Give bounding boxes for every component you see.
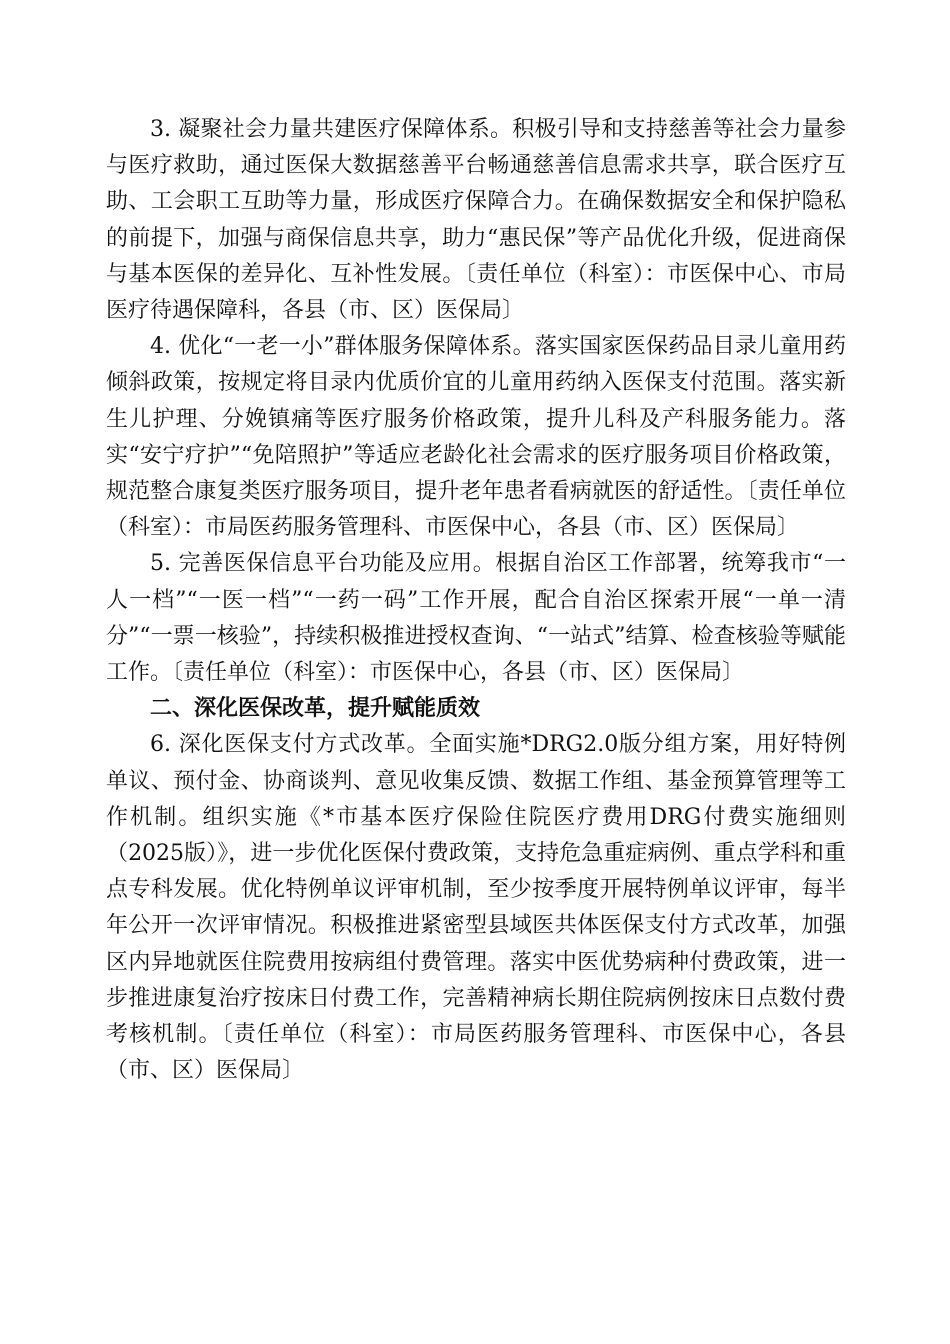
document-page (106, 112, 846, 1089)
paragraph-item-5: 5. 完善医保信息平台功能及应用。根据自治区工作部署，统筹我市“一人一档”“一医一档”“一药一码”工作开展，配合自治区探索开展“一单一清分”“一票一核验”，持续积极推进授权查询、“一站式”结算、检查核验等赋能工作。〔责任单位（科室）：市医保中心，各县（市、区）医保局〕 (106, 551, 846, 686)
paragraph-item-4: 4. 优化“一老一小”群体服务保障体系。落实国家医保药品目录儿童用药倾斜政策，按规定将目录内优质价宜的儿童用药纳入医保支付范围。落实新生儿护理、分娩镇痛等医疗服务价格政策，提升儿科及产科服务能力。落实“安宁疗护”“免陪照护”等适应老龄化社会需求的医疗服务项目价格政策，规范整合康复类医疗服务项目，提升老年患者看病就医的舒适性。〔责任单位（科室）：市局医药服务管理科、市医保中心，各县（市、区）医保局〕 (106, 334, 846, 541)
paragraph-item-6: 6. 深化医保支付方式改革。全面实施*DRG2.0版分组方案，用好特例单议、预付金、协商谈判、意见收集反馈、数据工作组、基金预算管理等工作机制。组织实施《*市基本医疗保险住院医疗费用DRG付费实施细则（2025版）》，进一步优化医保付费政策，支持危急重症病例、重点学科和重点专科发展。优化特例单议评审机制，至少按季度开展特例单议评审，每半年公开一次评审情况。积极推进紧密型县域医共体医保支付方式改革，加强区内异地就医住院费用按病组付费管理。落实中医优势病种付费政策，进一步推进康复治疗按床日付费工作，完善精神病长期住院病例按床日点数付费考核机制。〔责任单位（科室）：市局医药服务管理科、市医保中心，各县（市、区）医保局〕 (106, 732, 846, 1084)
section-heading-2: 二、深化医保改革，提升赋能质效 (150, 696, 481, 722)
paragraph-item-3: 3. 凝聚社会力量共建医疗保障体系。积极引导和支持慈善等社会力量参与医疗救助，通过医保大数据慈善平台畅通慈善信息需求共享，联合医疗互助、工会职工互助等力量，形成医疗保障合力。在确保数据安全和保护隐私的前提下，加强与商保信息共享，助力“惠民保”等产品优化升级，促进商保与基本医保的差异化、互补性发展。〔责任单位（科室）：市医保中心、市局医疗待遇保障科，各县（市、区）医保局〕 (106, 117, 846, 324)
